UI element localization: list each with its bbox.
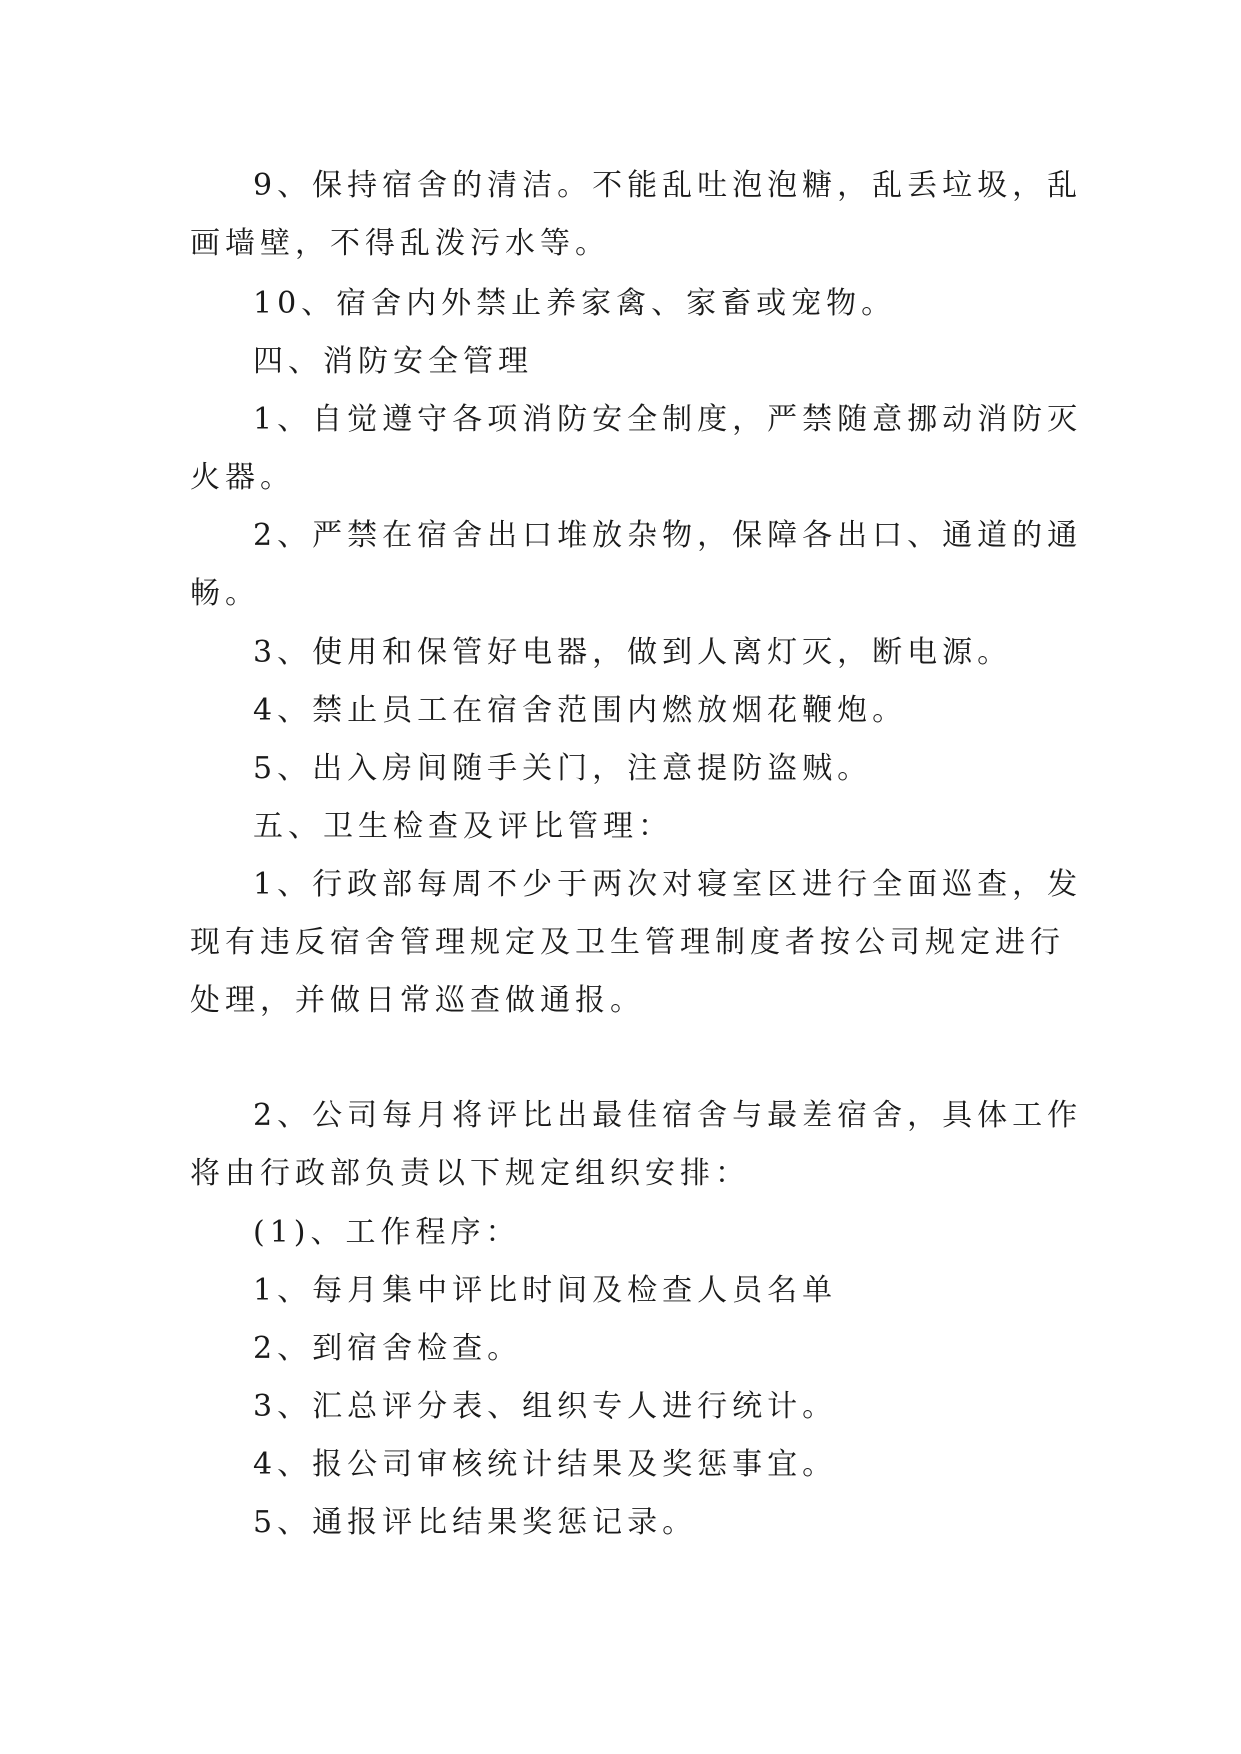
rule-9-line-2: 画墙壁，不得乱泼污水等。 xyxy=(190,226,610,261)
procedure-step-2: 2、到宿舍检查。 xyxy=(253,1331,523,1366)
inspection-rule-1-line-1: 1、行政部每周不少于两次对寝室区进行全面巡查，发 xyxy=(253,867,1083,902)
fire-rule-1-line-2: 火器。 xyxy=(190,460,295,495)
inspection-rule-1-line-2: 现有违反宿舍管理规定及卫生管理制度者按公司规定进行 xyxy=(190,925,1065,960)
rule-10: 10、宿舍内外禁止养家禽、家畜或宠物。 xyxy=(253,286,897,321)
inspection-rule-1-line-3: 处理，并做日常巡查做通报。 xyxy=(190,983,645,1018)
inspection-rule-2-line-2: 将由行政部负责以下规定组织安排： xyxy=(190,1156,750,1191)
fire-rule-2-line-1: 2、严禁在宿舍出口堆放杂物，保障各出口、通道的通 xyxy=(253,518,1083,553)
section-heading-inspection: 五、卫生检查及评比管理： xyxy=(253,809,673,844)
section-heading-fire-safety: 四、消防安全管理 xyxy=(253,344,533,379)
procedure-heading: (1)、工作程序： xyxy=(253,1215,521,1250)
fire-rule-3: 3、使用和保管好电器，做到人离灯灭，断电源。 xyxy=(253,635,1013,670)
procedure-step-5: 5、通报评比结果奖惩记录。 xyxy=(253,1505,698,1540)
rule-9-line-1: 9、保持宿舍的清洁。不能乱吐泡泡糖，乱丢垃圾，乱 xyxy=(253,168,1083,203)
procedure-step-1: 1、每月集中评比时间及检查人员名单 xyxy=(253,1273,838,1308)
procedure-step-4: 4、报公司审核统计结果及奖惩事宜。 xyxy=(253,1447,838,1482)
fire-rule-4: 4、禁止员工在宿舍范围内燃放烟花鞭炮。 xyxy=(253,693,908,728)
fire-rule-1-line-1: 1、自觉遵守各项消防安全制度，严禁随意挪动消防灭 xyxy=(253,402,1083,437)
procedure-step-3: 3、汇总评分表、组织专人进行统计。 xyxy=(253,1389,838,1424)
fire-rule-2-line-2: 畅。 xyxy=(190,576,260,611)
inspection-rule-2-line-1: 2、公司每月将评比出最佳宿舍与最差宿舍，具体工作 xyxy=(253,1098,1083,1133)
fire-rule-5: 5、出入房间随手关门，注意提防盗贼。 xyxy=(253,751,873,786)
